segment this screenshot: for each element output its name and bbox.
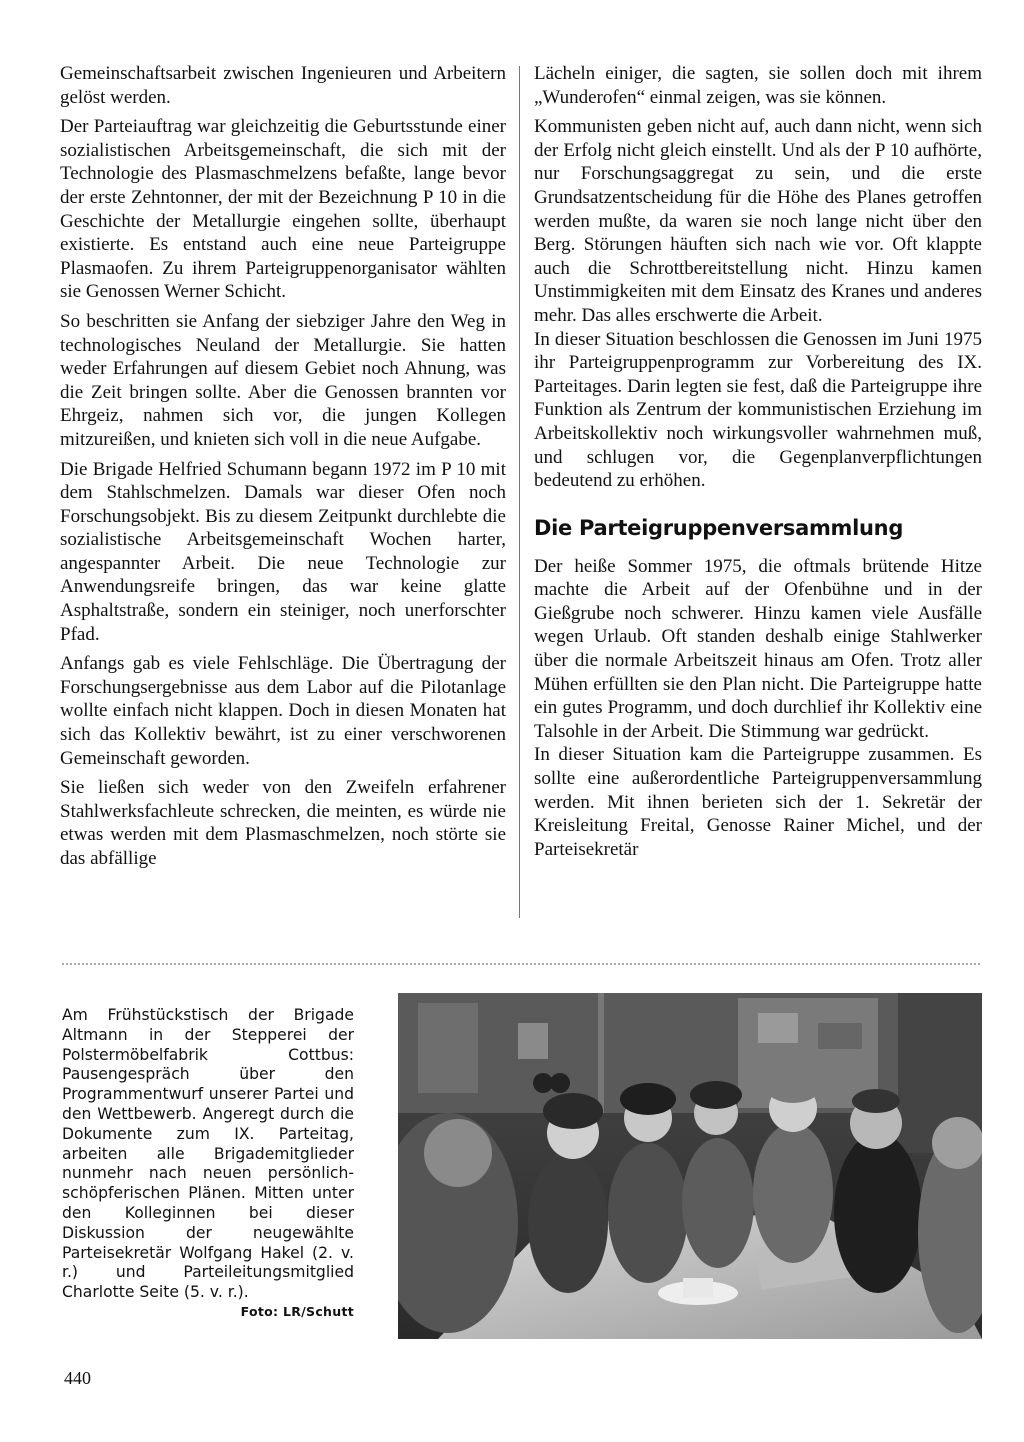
- photo-credit: Foto: LR/Schutt: [240, 1304, 354, 1319]
- right-paragraph-5: In dieser Situation kam die Parteigruppe zusammen. Es sollte eine außerordentliche Parteigruppenversammlung werden. Mit ihnen berieten sich der 1. Sekretär der Kreisleitung Freital, Genosse Rainer Michel, und der Parteisekretär: [534, 744, 982, 860]
- page-number: 440: [64, 1368, 91, 1388]
- section-heading: Die Parteigruppenversammlung: [534, 515, 904, 540]
- left-paragraph-1: Gemeinschaftsarbeit zwischen Ingenieuren und Arbeitern gelöst werden.: [60, 63, 506, 108]
- right-paragraph-4: Der heiße Sommer 1975, die oftmals brütende Hitze machte die Arbeit auf der Ofenbühne und in der Gießgrube noch schwerer. Hinzu kamen viele Ausfälle wegen Urlaub. Oft standen deshalb einige Stahlwerker über die normale Arbeitszeit hinaus am Ofen. Trotz aller Mühen erfüllten sie den Plan nicht. Die Parteigruppe hatte ein gutes Programm, und doch durchlief ihr Kollektiv eine Talsohle in der Arbeit. Die Stimmung war gedrückt.: [534, 555, 982, 742]
- section-separator: [62, 963, 980, 965]
- photo-caption: [62, 1006, 354, 1303]
- left-paragraph-2: Der Parteiauftrag war gleichzeitig die Geburtsstunde einer sozialistischen Arbeitsgemeinschaft, die sich mit der Technologie des Plasmaschmelzens befaßte, lange bevor der erste Zehntonner, der mit der Bezeichnung P 10 in die Geschichte der Metallurgie eingehen sollte, überhaupt existierte. Es entstand auch eine neue Parteigruppe Plasmaofen. Zu ihrem Parteigruppenorganisator wählten sie Genossen Werner Schicht.: [60, 116, 506, 303]
- left-text-column: [60, 62, 506, 871]
- photo-breakfast-table: [398, 993, 982, 1339]
- right-paragraph-3: In dieser Situation beschlossen die Genossen im Juni 1975 ihr Parteigruppenprogramm zur Vorbereitung des IX. Parteitages. Darin legten sie fest, daß die Parteigruppe ihre Funktion als Zentrum der kommunistischen Erziehung im Arbeitskollektiv noch wirkungsvoller wahrnehmen muß, und schlugen vor, die Gegenplanverpflichtungen bedeutend zu erhöhen.: [534, 328, 982, 492]
- left-paragraph-5: Anfangs gab es viele Fehlschläge. Die Übertragung der Forschungsergebnisse aus dem Labor auf die Pilotanlage wollte einfach nicht klappen. Doch in diesen Monaten hat sich das Kollektiv bewährt, ist zu einer verschworenen Gemeinschaft geworden.: [60, 653, 506, 769]
- left-paragraph-4: Die Brigade Helfried Schumann begann 1972 im P 10 mit dem Stahlschmelzen. Damals war dieser Ofen noch Forschungsobjekt. Bis zu diesem Zeitpunkt durchlebte die sozialistische Arbeitsgemeinschaft Wochen harter, angespannter Arbeit. Die neue Technologie zur Anwendungsreife bringen, das war keine glatte Asphaltstraße, sondern ein steiniger, noch unerforschter Pfad.: [60, 458, 506, 645]
- right-paragraph-1: Lächeln einiger, die sagten, sie sollen doch mit ihrem „Wunderofen“ einmal zeigen, was sie können.: [534, 63, 982, 108]
- caption-text: Am Frühstückstisch der Brigade Altmann in der Stepperei der Polstermöbelfabrik Cottbus: Pausengespräch über den Programmentwurf unserer Partei und den Wettbewerb. Angeregt durch die Dokumente zum IX. Parteitag, arbeiten alle Brigademitglieder nunmehr nach neuen persönlich-schöpferischen Plänen. Mitten unter den Kolleginnen bei dieser Diskussion der neugewählte Parteisekretär Wolfgang Hakel (2. v. r.) und Parteileitungsmitglied Charlotte Seite (5. v. r.).: [62, 1006, 354, 1302]
- column-divider: [519, 66, 520, 918]
- right-paragraph-2: Kommunisten geben nicht auf, auch dann nicht, wenn sich der Erfolg nicht gleich einstellt. Und als der P 10 aufhörte, nur Forschungsaggregat zu sein, und die erste Grundsatzentscheidung für die Höhe des Planes getroffen werden mußte, da waren sie noch lange nicht über den Berg. Störungen häuften sich nach wie vor. Oft klappte auch die Schrottbereitstellung nicht. Hinzu kamen Unstimmigkeiten mit dem Einsatz des Kranes und anderes mehr. Das alles erschwerte die Arbeit.: [534, 116, 982, 326]
- right-text-column: [534, 62, 982, 861]
- left-paragraph-6: Sie ließen sich weder von den Zweifeln erfahrener Stahlwerksfachleute schrecken, die meinten, es würde nie etwas werden mit dem Plasmaschmelzen, noch störte sie das abfällige: [60, 777, 506, 869]
- photo-illustration: [398, 993, 982, 1339]
- left-paragraph-3: So beschritten sie Anfang der siebziger Jahre den Weg in technologisches Neuland der Metallurgie. Sie hatten weder Erfahrungen auf diesem Gebiet noch Ahnung, was die Zeit bringen sollte. Aber die Genossen brannten vor Ehrgeiz, nahmen sich vor, die jungen Kollegen mitzureißen, und knieten sich voll in die neue Aufgabe.: [60, 310, 506, 450]
